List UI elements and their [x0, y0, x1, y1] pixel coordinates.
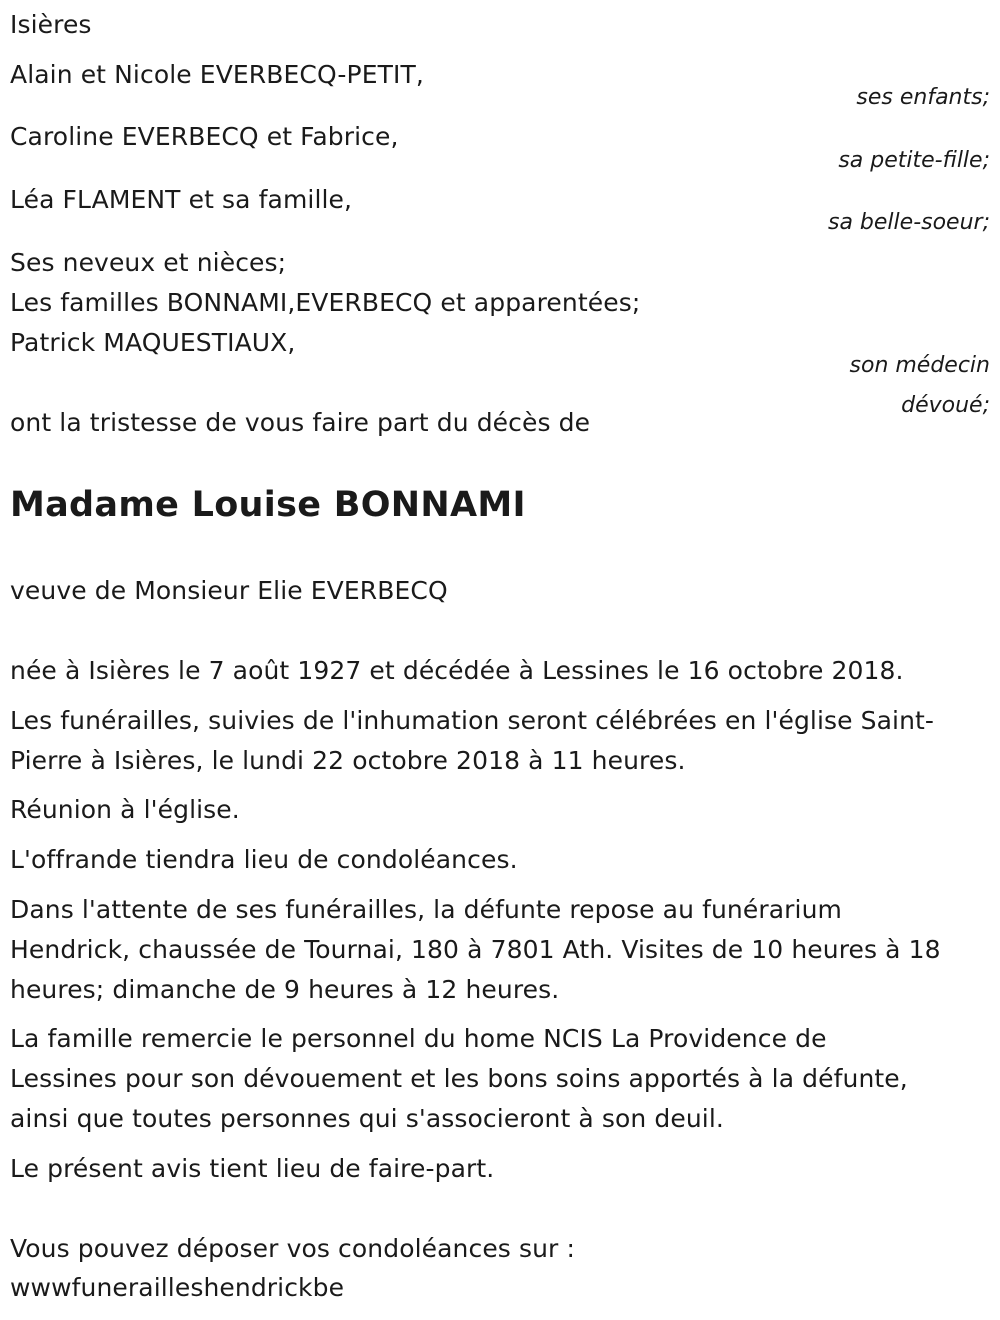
thanks-line-1: La famille remercie le personnel du home NCIS La Providence de	[10, 1024, 827, 1053]
family-relation-1: ses enfants;	[856, 85, 990, 110]
meeting-line: Réunion à l'église.	[10, 795, 240, 824]
visit-line-1: Dans l'attente de ses funérailles, la défunte repose au funérarium	[10, 895, 842, 924]
family-name-1: Alain et Nicole EVERBECQ-PETIT,	[10, 60, 424, 89]
visit-line-3: heures; dimanche de 9 heures à 12 heures.	[10, 975, 560, 1004]
family-name-2: Caroline EVERBECQ et Fabrice,	[10, 122, 399, 151]
thanks-line-2: Lessines pour son dévouement et les bons soins apportés à la défunte,	[10, 1064, 908, 1093]
funeral-line-2: Pierre à Isières, le lundi 22 octobre 2018 à 11 heures.	[10, 746, 686, 775]
widow-of: veuve de Monsieur Elie EVERBECQ	[10, 576, 448, 605]
notice-line: Le présent avis tient lieu de faire-part.	[10, 1154, 495, 1183]
condolences-text: Vous pouvez déposer vos condoléances sur :	[10, 1234, 575, 1263]
others-line-3: Patrick MAQUESTIAUX,	[10, 328, 296, 357]
funeral-line-1: Les funérailles, suivies de l'inhumation seront célébrées en l'église Saint-	[10, 706, 935, 735]
family-relation-3: sa belle-soeur;	[828, 210, 990, 235]
others-line-2: Les familles BONNAMI,EVERBECQ et apparentées;	[10, 288, 641, 317]
birth-death: née à Isières le 7 août 1927 et décédée à Lessines le 16 octobre 2018.	[10, 656, 904, 685]
announcement: ont la tristesse de vous faire part du décès de	[10, 408, 591, 437]
deceased-name: Madame Louise BONNAMI	[10, 485, 526, 525]
thanks-line-3: ainsi que toutes personnes qui s'associeront à son deuil.	[10, 1104, 724, 1133]
visit-line-2: Hendrick, chaussée de Tournai, 180 à 7801 Ath. Visites de 10 heures à 18	[10, 935, 941, 964]
family-relation-2: sa petite-fille;	[838, 148, 990, 173]
family-name-3: Léa FLAMENT et sa famille,	[10, 185, 353, 214]
doctor-relation-line-1: son médecin	[849, 353, 990, 378]
doctor-relation-line-2: dévoué;	[901, 393, 990, 418]
others-line-1: Ses neveux et nièces;	[10, 248, 287, 277]
condolences-site-link[interactable]: wwwfunerailleshendrickbe	[10, 1273, 345, 1302]
town-header: Isières	[10, 10, 92, 39]
offering-line: L'offrande tiendra lieu de condoléances.	[10, 845, 518, 874]
